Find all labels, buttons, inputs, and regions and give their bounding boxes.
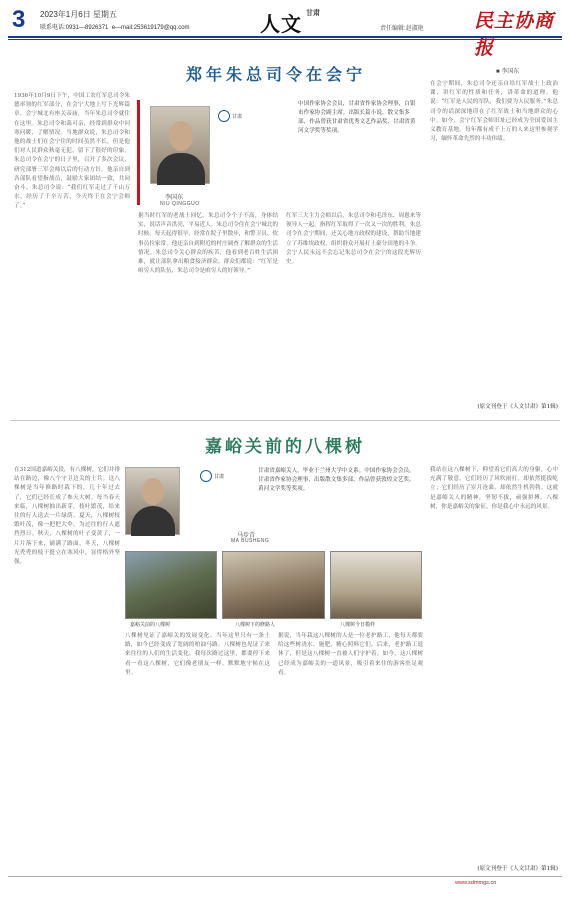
badge-label: 甘肃 [232, 114, 243, 120]
badge-icon [200, 470, 212, 482]
footer-url[interactable]: www.sdmmgs.cn [455, 880, 497, 886]
author-bio-2: 甘肃省嘉峪关人，毕业于兰州大学中文系。中国作家协会会员，甘肃省作家协会理事，出版散文集多部，作品曾获敦煌文艺奖、黄河文学奖等奖项。 [258, 468, 415, 492]
article2-col1: 在312国道嘉峪关段，有八棵树，它们并排站在路边，像八个守卫边关的士兵。这八棵树是当年修路时栽下的，几十年过去了，它们已经长成了参天大树。每当春天来临，八棵树抽出新芽，枝叶繁茂，给来往的行人送去一片绿荫。夏天，八棵树枝繁叶茂，像一把把大伞，为过往的行人遮挡烈日。秋天，八棵树的叶子变黄了，一片片落下来，铺满了路面。冬天，八棵树光秃秃的枝干挺立在寒风中，显得格外坚强。 [14, 467, 120, 566]
photo-trees-roadside [125, 551, 217, 619]
section-divider [10, 420, 560, 421]
photo-trees-today [330, 551, 422, 619]
article2-col3: 据说，当年栽这八棵树的人是一位老护路工，他每天都要给这些树浇水、施肥，精心照料它们。后来，老护路工退休了，但是这八棵树一直被人们守护着。如今，这八棵树已经成为嘉峪关的一道风景，吸引着来往的游客驻足观看。 [278, 633, 423, 676]
article1-author: ■ 李国东 [496, 69, 520, 75]
portrait-face [142, 478, 164, 505]
author-name-2: 马步青 [237, 532, 256, 539]
article1-col4: 在会宁期间，朱总司令还亲自给红军战士上政治课，讲红军的性质和任务，讲革命的道理。他说：“红军是人民的军队，我们要为人民服务。”朱总司令的话深深地印在了红军战士和当地群众的心中。如今，会宁红军会师旧址已经成为全国爱国主义教育基地，每年都有成千上万的人来这里参观学习，缅怀革命先烈的丰功伟绩。 [430, 81, 558, 143]
article1-source: (原文刊登于《人文甘肃》第1辑) [477, 404, 558, 410]
section-title: 人文 [260, 14, 302, 36]
author-bio-1: 中国作家协会会员，甘肃省作家协会理事，白银市作家协会副主席。出版长篇小说、散文集多部，作品曾获甘肃省优秀文艺作品奖、甘肃省黄河文学奖等奖项。 [298, 101, 416, 134]
portrait-shoulders [131, 506, 175, 536]
author-name-1: 李国东 [165, 194, 184, 201]
phone: 联系电话:0931—8926371 [40, 25, 109, 31]
page-header [0, 0, 570, 59]
photo-caption-3: 八棵树今日模样 [340, 622, 376, 628]
author-name-en-2: MA BUSHENG [231, 538, 270, 544]
photo-road-workers [222, 551, 325, 619]
article2-col4: 我站在这八棵树下，仰望着它们高大的身躯，心中充满了敬意。它们经历了风吹雨打，却依然挺拔屹立；它们经历了岁月沧桑，却依然生机勃勃。这就是嘉峪关人的精神，坚韧不拔，顽强拼搏。八棵树，你是嘉峪关的象征，你是我心中永远的风景。 [430, 467, 558, 510]
contact-info [40, 22, 190, 31]
email: e—mail:253619179@qq.com [111, 25, 190, 31]
page-number: 3 [12, 6, 26, 33]
portrait-shoulders [157, 153, 205, 185]
article2-col2: 八棵树见证了嘉峪关的发展变化。当年这里只有一条土路，如今已经变成了宽阔的柏油马路。八棵树也见证了来来往往的人们的生活变化。我每次路过这里，都要停下来看一看这八棵树，它们像老朋友一样，默默地守候在这里。 [125, 633, 270, 676]
portrait-face [169, 121, 193, 151]
article2-title: 嘉峪关前的八棵树 [205, 437, 365, 456]
article1-col2: 据当时红军的老战士回忆，朱总司令个子不高，身体结实，说话声音洪亮，平易近人。朱总司令住在会宁城北的时候，每天起得很早，经常在院子里散步，和警卫员、炊事员拉家常。他还亲自到附近的村庄调查了解群众的生活情况。朱总司令关心群众的疾苦，他看到老百姓生活困难，就让部队拿出粮食接济群众。群众们都说：“红军是咱穷人的队伍，朱总司令是咱穷人的好领导。” [138, 213, 278, 275]
author-photo-2 [125, 467, 180, 535]
issue-date: 2023年1月6日 星期五 [40, 10, 117, 19]
photo-caption-1: 嘉峪关前的八棵树 [130, 622, 171, 628]
author-name-en-1: NIU QINGGUO [160, 201, 200, 207]
header-rule-thin [8, 39, 562, 40]
newspaper-logo: 民主协商报 [474, 11, 555, 59]
author-photo-1 [150, 106, 210, 184]
editor-credit: 责任编辑:赵淑艳 [380, 26, 424, 32]
article1-title: 郑年朱总司令在会宁 [186, 67, 367, 84]
article2-source: (原文刊登于《人文甘肃》第1辑) [477, 866, 558, 872]
footer-rule [8, 876, 562, 877]
header-rule [8, 36, 562, 38]
badge-label: 甘肃 [214, 474, 225, 480]
section-subtitle: 甘肃 [306, 10, 320, 17]
badge-icon [218, 110, 230, 122]
article1-col1: 1936年10月9日下午，中国工农红军总司令朱德率领的红军部分，在会宁大地上写下光辉篇章。会宁城北有座关帝庙，当年朱总司令就住在这里。朱总司令和蔼可亲，经常到群众中问寒问暖，了解情况。当地群众说，朱总司令和他的战士们在会宁住的时间虽然不长，但是他们对人民群众秋毫无犯，留下了很好的印象。朱总司令在会宁的日子里，召开了多次会议，研究部署三军会师以后的行动方针。他亲自到各部队看望指战员，鼓励大家团结一致，共同奋斗。朱总司令说：“我们红军走过了千山万水，经历了千辛万苦，今天终于在会宁会师了。” [14, 93, 130, 210]
photo-caption-2: 八棵树下的修路人 [235, 622, 276, 628]
article1-col3: 红军三大主力会师以后，朱总司令和毛泽东、周恩来等领导人一起，指挥红军取得了一次又一次的胜利。朱总司令在会宁期间，还关心地方政权的建设，帮助当地建立了苏维埃政权，组织群众开展打土豪分田地的斗争。会宁人民永远不会忘记朱总司令在会宁的这段光辉历史。 [286, 213, 421, 266]
